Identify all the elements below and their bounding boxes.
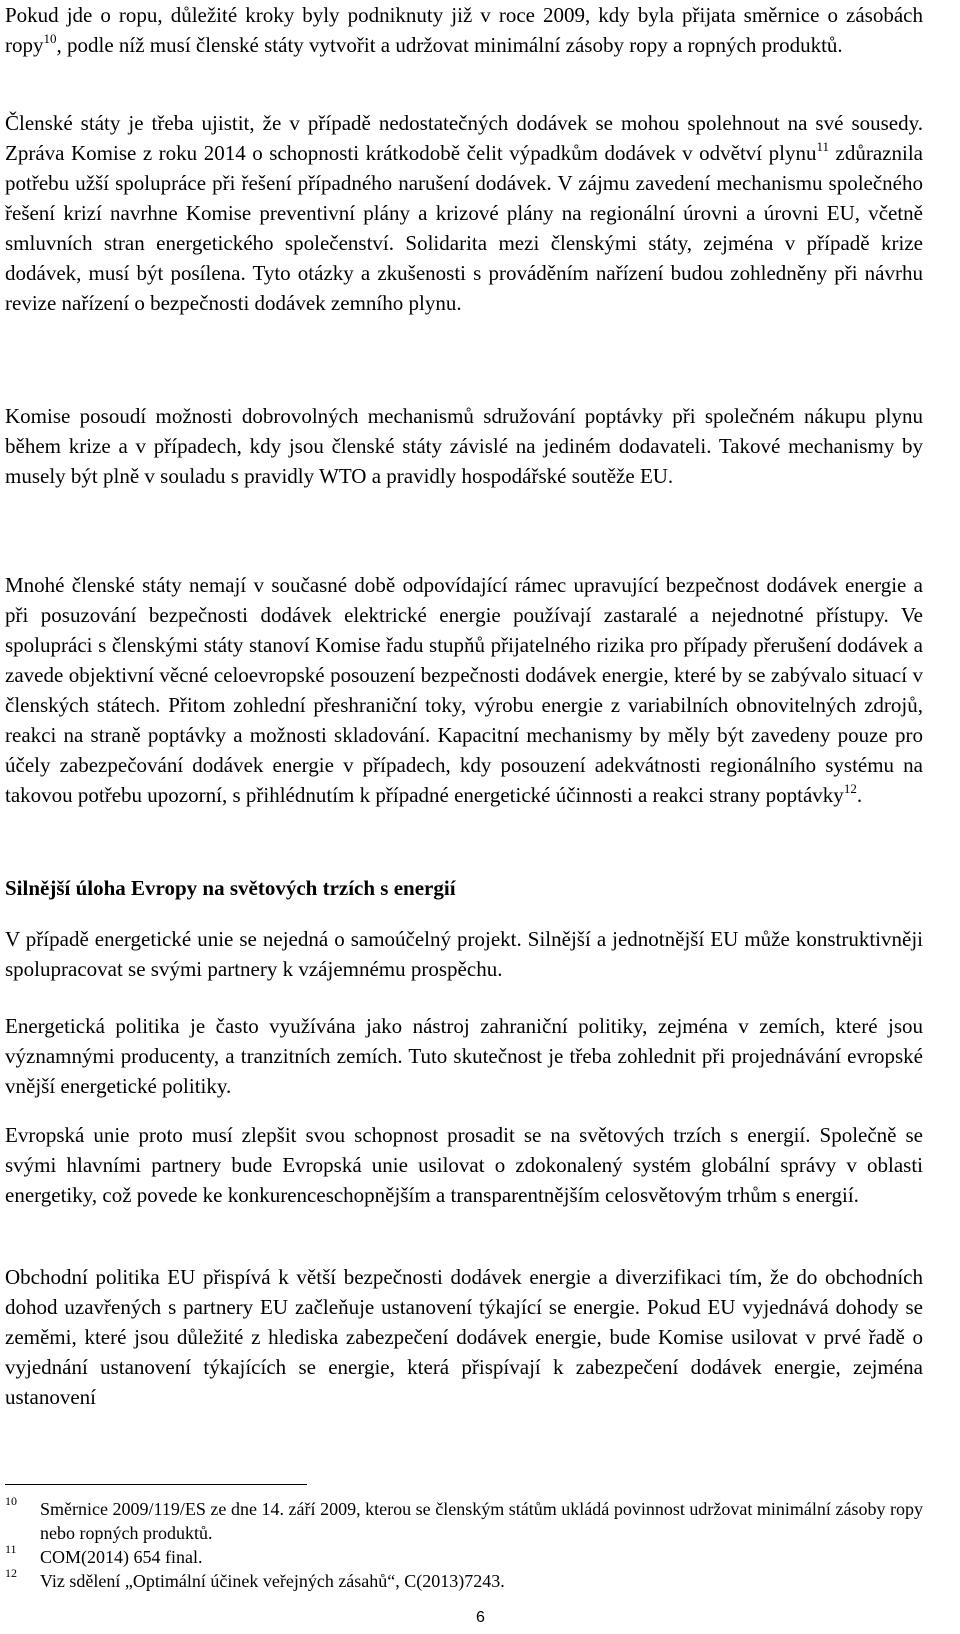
footnote-number: 12 [5,1566,17,1580]
footnote-text: COM(2014) 654 final. [40,1547,203,1567]
footnote-divider [5,1484,307,1485]
footnote-reference-11[interactable]: 11 [816,139,830,154]
paragraph-demand-aggregation [5,401,923,491]
footnotes [5,1494,923,1593]
paragraph-global-markets [5,1120,923,1210]
footnote-11 [5,1542,923,1569]
footnote-number: 10 [5,1494,17,1508]
paragraph-text: , podle níž musí členské státy vytvořit a udržovat minimální zásoby ropy a ropných produktů. [56,33,843,57]
page-number: 6 [476,1609,485,1626]
footnote-text: Viz sdělení „Optimální účinek veřejných zásahů“, C(2013)7243. [40,1571,505,1591]
paragraph-electricity-security [5,570,923,810]
paragraph-text: Energetická politika je často využívána jako nástroj zahraniční politiky, zejména v zemích, které jsou významnými producenty, a tranzitních zemích. Tuto skutečnost je třeba zohlednit při projednávání evropské vnější energetické politiky. [5,1014,923,1098]
paragraph-text: . [856,783,863,807]
paragraph-gas-solidarity [5,108,923,318]
paragraph-text: Obchodní politika EU přispívá k větší bezpečnosti dodávek energie a diverzifikaci tím, že do obchodních dohod uzavřených s partnery EU začleňuje ustanovení týkající se energie. Pokud EU vyjednává dohody se zeměmi, které jsou důležité z hlediska zabezpečení dodávek energie, bude Komise usilovat v prvé řadě o vyjednání ustanovení týkajících se energie, která přispívají k zabezpečení dodávek energie, zejména ustanovení [5,1265,923,1409]
footnote-reference-10[interactable]: 10 [43,31,57,46]
paragraph-oil-stocks [5,0,923,60]
section-heading: Silnější úloha Evropy na světových trzích s energií [5,876,456,900]
footnote-10 [5,1494,923,1545]
footnote-text: Směrnice 2009/119/ES ze dne 14. září 2009, kterou se členským státům ukládá povinnost udržovat minimální zásoby ropy nebo ropných produktů. [40,1499,923,1543]
paragraph-foreign-policy [5,1011,923,1101]
paragraph-energy-union [5,924,923,984]
footnote-reference-12[interactable]: 12 [843,781,857,796]
paragraph-text: zdůraznila potřebu užší spolupráce při řešení případného narušení dodávek. V zájmu zavedení mechanismu společného řešení krizí navrhne Komise preventivní plány a krizové plány na regionální úrovni a úrovni EU, včetně smluvních stran energetického společenství. Solidarita mezi členskými státy, zejména v případě krize dodávek, musí být posílena. Tyto otázky a zkušenosti s prováděním nařízení budou zohledněny při návrhu revize nařízení o bezpečnosti dodávek zemního plynu. [5,141,923,315]
paragraph-text: V případě energetické unie se nejedná o samoúčelný projekt. Silnější a jednotnější EU může konstruktivněji spolupracovat se svými partnery k vzájemnému prospěchu. [5,927,923,981]
paragraph-text: Komise posoudí možnosti dobrovolných mechanismů sdružování poptávky při společném nákupu plynu během krize a v případech, kdy jsou členské státy závislé na jediném dodavateli. Takové mechanismy by musely být plně v souladu s pravidly WTO a pravidly hospodářské soutěže EU. [5,404,923,488]
paragraph-trade-policy [5,1262,923,1412]
paragraph-text: Pokud jde o ropu, důležité kroky byly podniknuty již v roce 2009, kdy byla přijata směrnice o zásobách ropy [5,3,923,57]
paragraph-text: Mnohé členské státy nemají v současné době odpovídající rámec upravující bezpečnost dodávek energie a při posuzování bezpečnosti dodávek elektrické energie používají zastaralé a nejednotné přístupy. Ve spolupráci s členskými státy stanoví Komise řadu stupňů přijatelného rizika pro případy přerušení dodávek a zavede objektivní věcné celoevropské posouzení bezpečnosti dodávek energie, které by se zabývalo situací v členských státech. Přitom zohlední přeshraniční toky, výrobu energie z variabilních obnovitelných zdrojů, reakci na straně poptávky a možnosti skladování. Kapacitní mechanismy by měly být zavedeny pouze pro účely zabezpečování dodávek energie v případech, kdy posouzení adekvátnosti regionálního systému na takovou potřebu upozorní, s přihlédnutím k případné energetické účinnosti a reakci strany poptávky [5,573,923,807]
paragraph-text: Členské státy je třeba ujistit, že v případě nedostatečných dodávek se mohou spolehnout na své sousedy. Zpráva Komise z roku 2014 o schopnosti krátkodobě čelit výpadkům dodávek v odvětví plynu [5,111,923,165]
footnote-number: 11 [5,1542,17,1556]
footnote-12 [5,1566,923,1593]
paragraph-text: Evropská unie proto musí zlepšit svou schopnost prosadit se na světových trzích s energií. Společně se svými hlavními partnery bude Evropská unie usilovat o zdokonalený systém globální správy v oblasti energetiky, což povede ke konkurenceschopnějším a transparentnějším celosvětovým trhům s energií. [5,1123,923,1207]
